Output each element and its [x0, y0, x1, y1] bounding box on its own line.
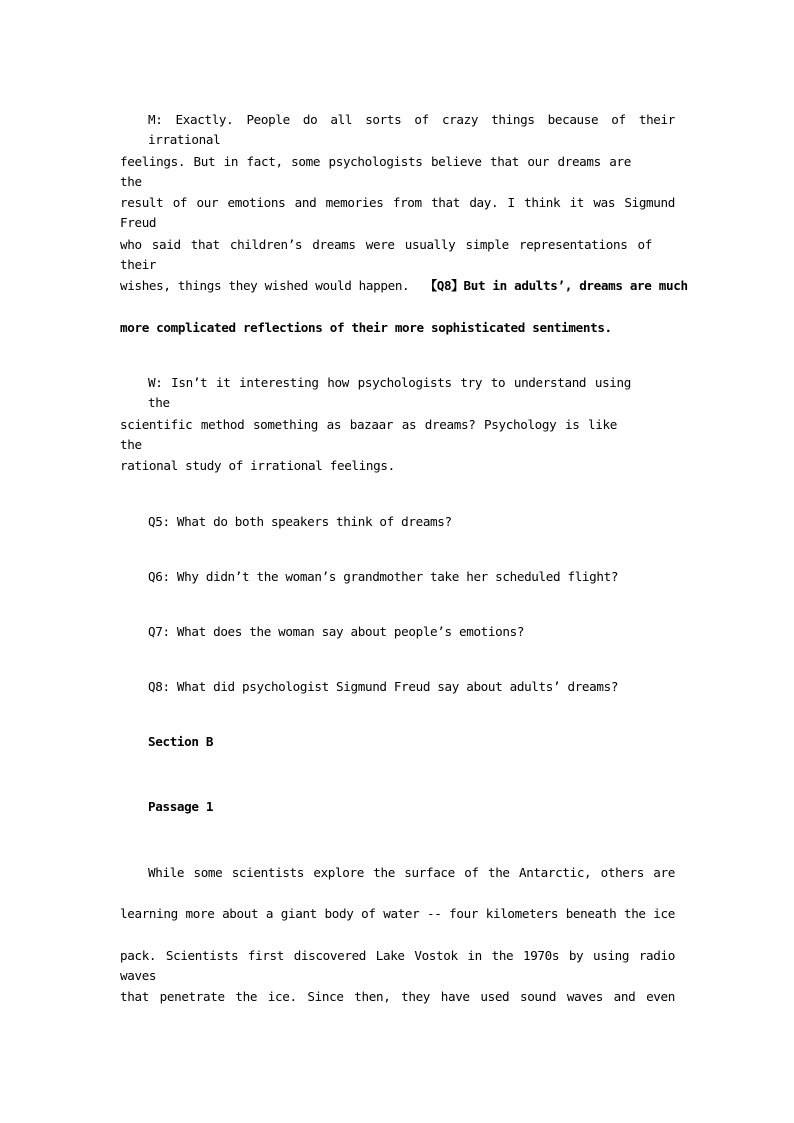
dialogue-w-line-1: W: Isn’t it interesting how psychologists try to understand using the — [148, 375, 631, 410]
question-q6: Q6: Why didn’t the woman’s grandmother take her scheduled flight? — [148, 569, 619, 584]
question-q5: Q5: What do both speakers think of dreams? — [148, 514, 452, 529]
q8-answer-bold-2: more complicated reflections of their more sophisticated sentiments. — [120, 320, 612, 335]
dialogue-m-line-5-text: wishes, things they wished would happen. — [120, 278, 410, 293]
passage-line-3: pack. Scientists first discovered Lake Vostok in the 1970s by using radio waves — [120, 948, 675, 983]
passage-line-1: While some scientists explore the surface of the Antarctic, others are — [148, 865, 675, 880]
question-q7: Q7: What does the woman say about people’s emotions? — [148, 624, 525, 639]
dialogue-m-line-4: who said that children’s dreams were usually simple representations of their — [120, 237, 652, 272]
dialogue-m-line-3: result of our emotions and memories from that day. I think it was Sigmund Freud — [120, 195, 675, 230]
dialogue-m-line-2: feelings. But in fact, some psychologists believe that our dreams are the — [120, 154, 631, 189]
q8-answer-bold-1: 【Q8】But in adults’, dreams are much — [424, 278, 688, 293]
dialogue-w-line-3: rational study of irrational feelings. — [120, 458, 395, 473]
dialogue-m-line-5 — [120, 276, 688, 296]
passage-line-4: that penetrate the ice. Since then, they have used sound waves and even — [120, 989, 675, 1004]
dialogue-w-line-2: scientific method something as bazaar as dreams? Psychology is like the — [120, 417, 617, 452]
passage-heading: Passage 1 — [148, 799, 214, 814]
question-q8: Q8: What did psychologist Sigmund Freud say about adults’ dreams? — [148, 679, 619, 694]
dialogue-m-line-1: M: Exactly. People do all sorts of crazy things because of their irrational — [148, 112, 675, 147]
section-heading: Section B — [148, 734, 214, 749]
passage-line-2: learning more about a giant body of water -- four kilometers beneath the ice — [120, 906, 675, 921]
